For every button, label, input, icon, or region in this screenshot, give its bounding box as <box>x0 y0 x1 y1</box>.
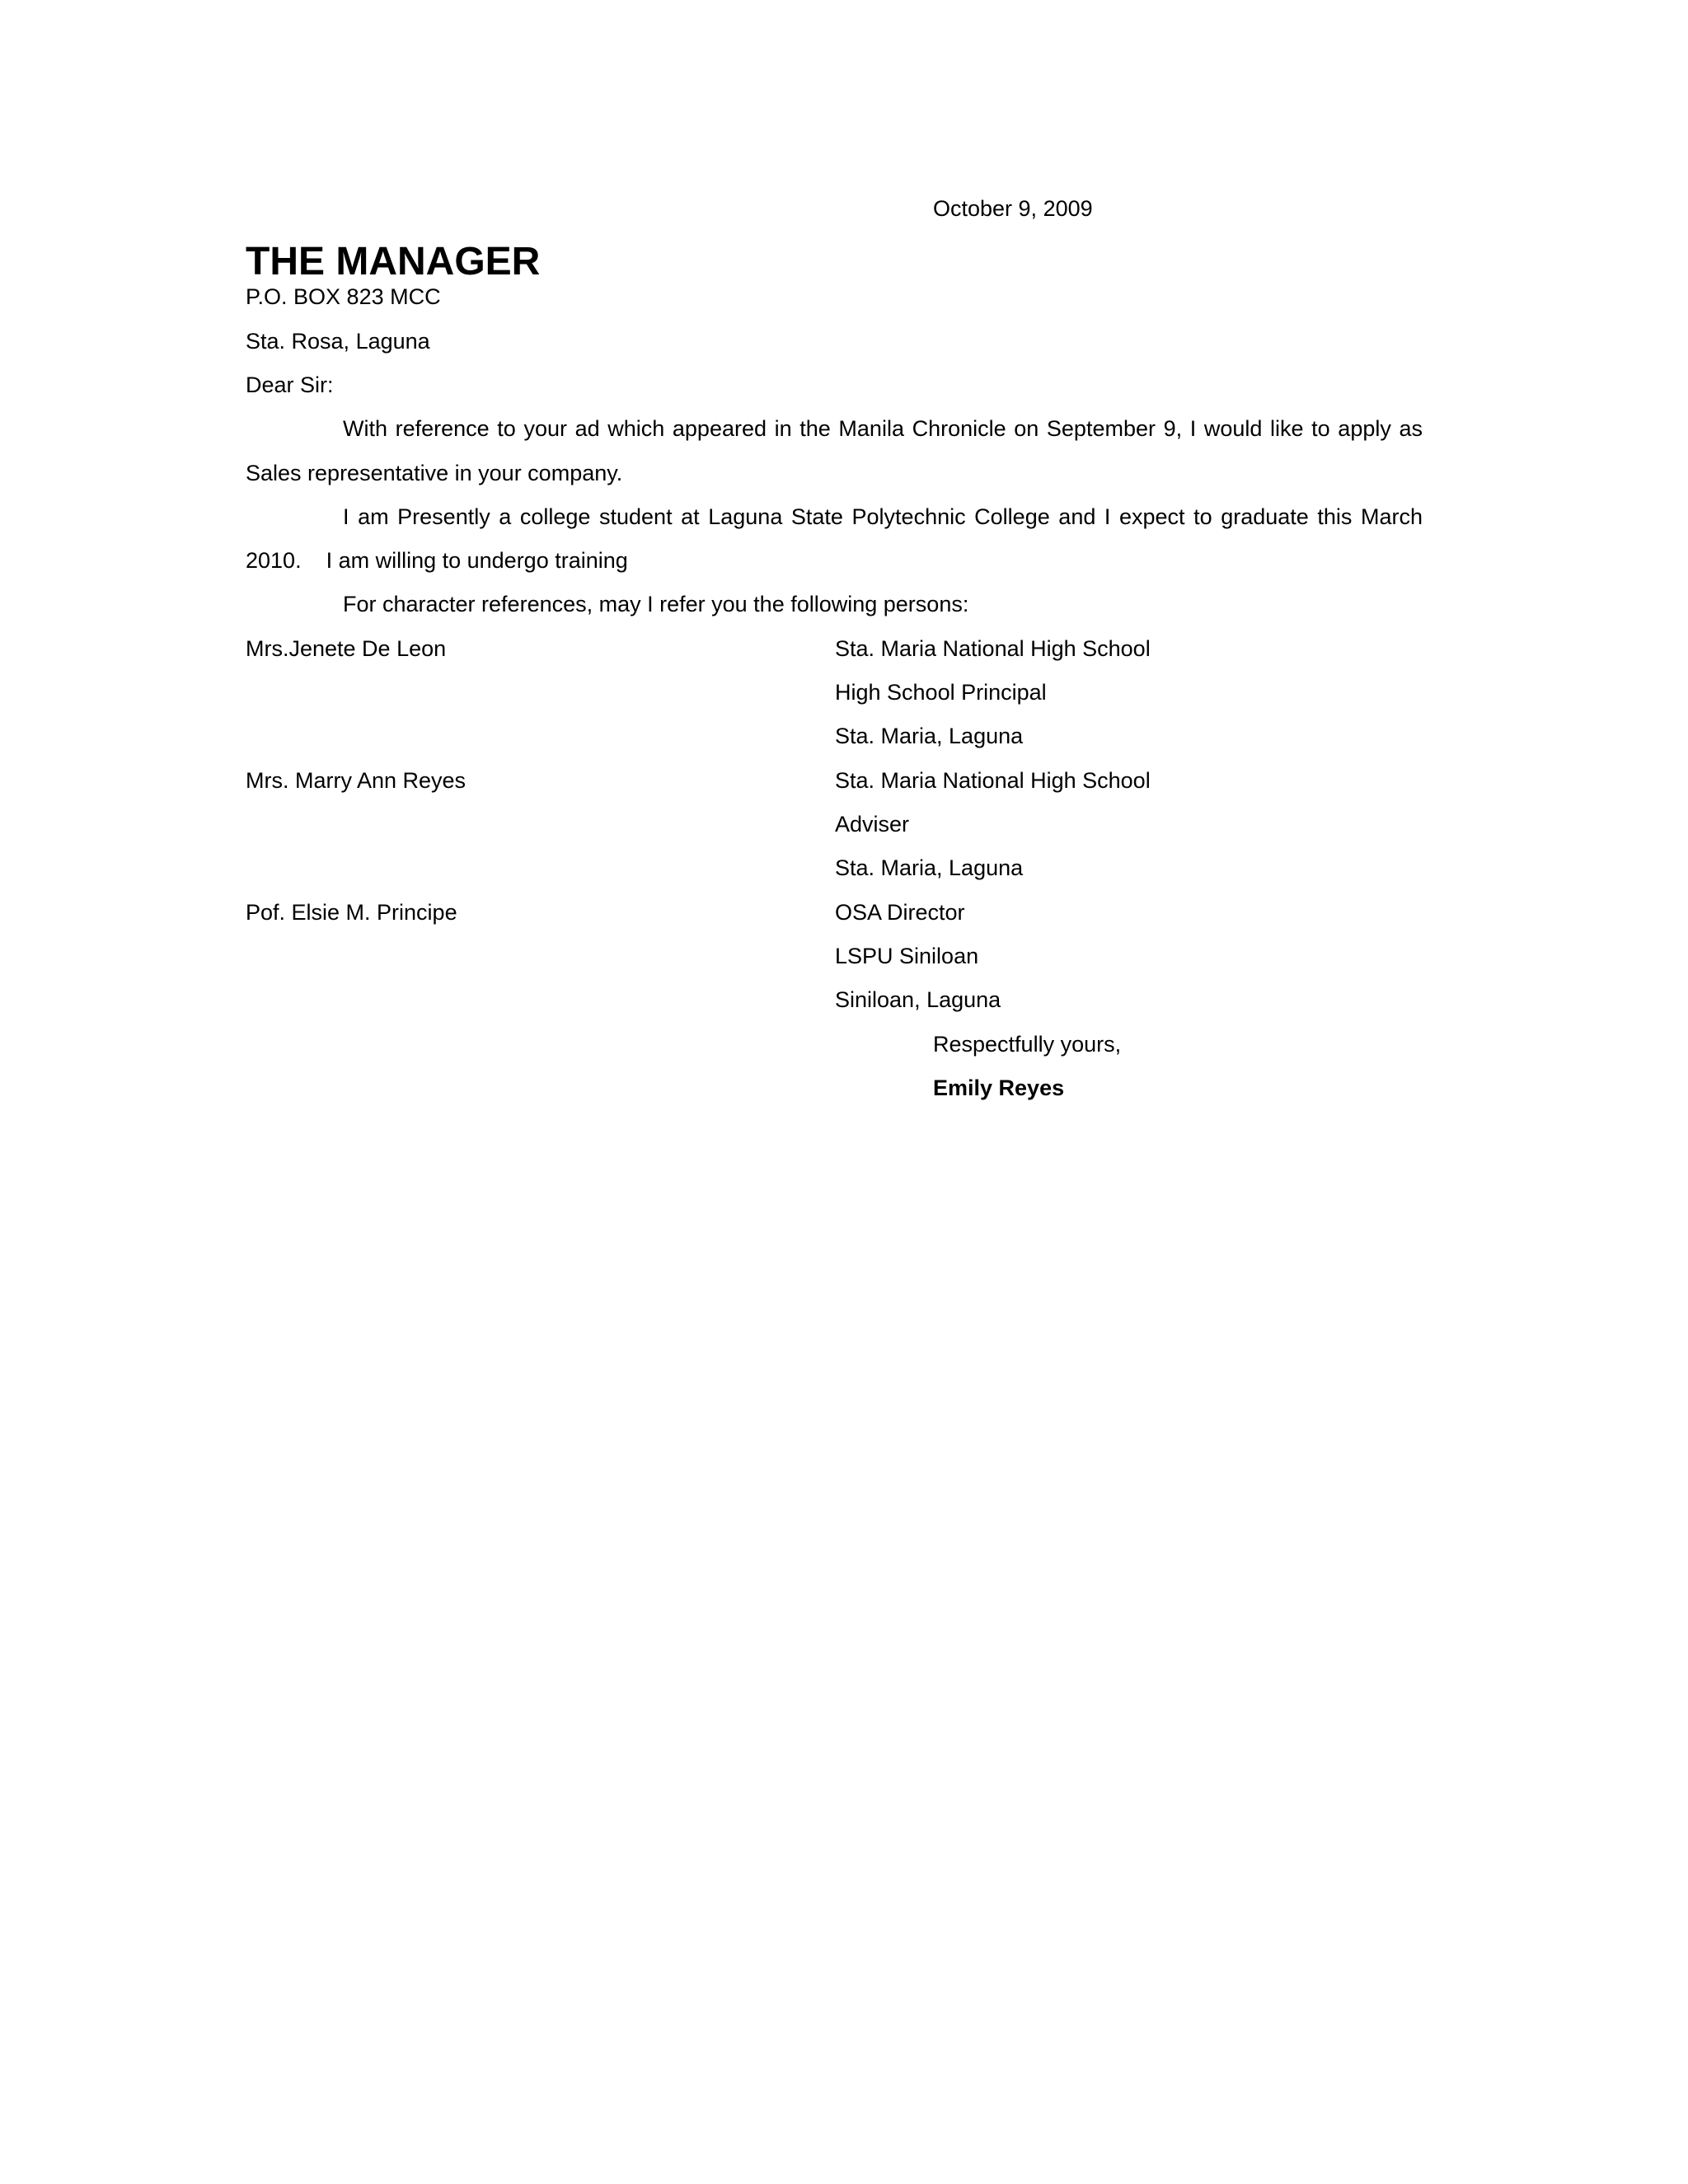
reference-3-detail-2: LSPU Siniloan <box>835 944 979 968</box>
closing: Respectfully yours, <box>933 1032 1122 1057</box>
salutation: Dear Sir: <box>246 373 334 397</box>
paragraph1-line2: Sales representative in your company. <box>246 461 623 485</box>
paragraph2-line2: 2010. I am willing to undergo training <box>246 548 628 573</box>
reference-2-detail-1: Sta. Maria National High School <box>835 768 1151 793</box>
reference-1-detail-2: High School Principal <box>835 680 1047 705</box>
reference-3-detail-3: Siniloan, Laguna <box>835 987 1001 1012</box>
paragraph3: For character references, may I refer you the following persons: <box>343 592 969 616</box>
reference-2-detail-2: Adviser <box>835 812 910 837</box>
reference-1-detail-1: Sta. Maria National High School <box>835 636 1151 661</box>
reference-2-detail-3: Sta. Maria, Laguna <box>835 855 1024 880</box>
reference-2-name: Mrs. Marry Ann Reyes <box>246 768 467 793</box>
paragraph2-line1-text: I am Presently a college student at Laguna State Polytechnic College and I expect to graduate this March <box>343 504 1423 529</box>
reference-3-detail-1: OSA Director <box>835 900 965 925</box>
recipient-address-line2: Sta. Rosa, Laguna <box>246 329 430 354</box>
paragraph1-line1-text: With reference to your ad which appeared in the Manila Chronicle on September 9, I would like to apply as <box>343 416 1423 441</box>
reference-1-name: Mrs.Jenete De Leon <box>246 636 447 661</box>
paragraph1-line1 <box>246 415 1423 443</box>
recipient-address-line1: P.O. BOX 823 MCC <box>246 284 441 309</box>
paragraph2-line1 <box>246 503 1423 531</box>
recipient-title: THE MANAGER <box>246 240 541 284</box>
reference-1-detail-3: Sta. Maria, Laguna <box>835 724 1024 748</box>
reference-3-name: Pof. Elsie M. Principe <box>246 900 457 925</box>
letter-date: October 9, 2009 <box>933 196 1093 221</box>
signature-name: Emily Reyes <box>933 1076 1065 1100</box>
